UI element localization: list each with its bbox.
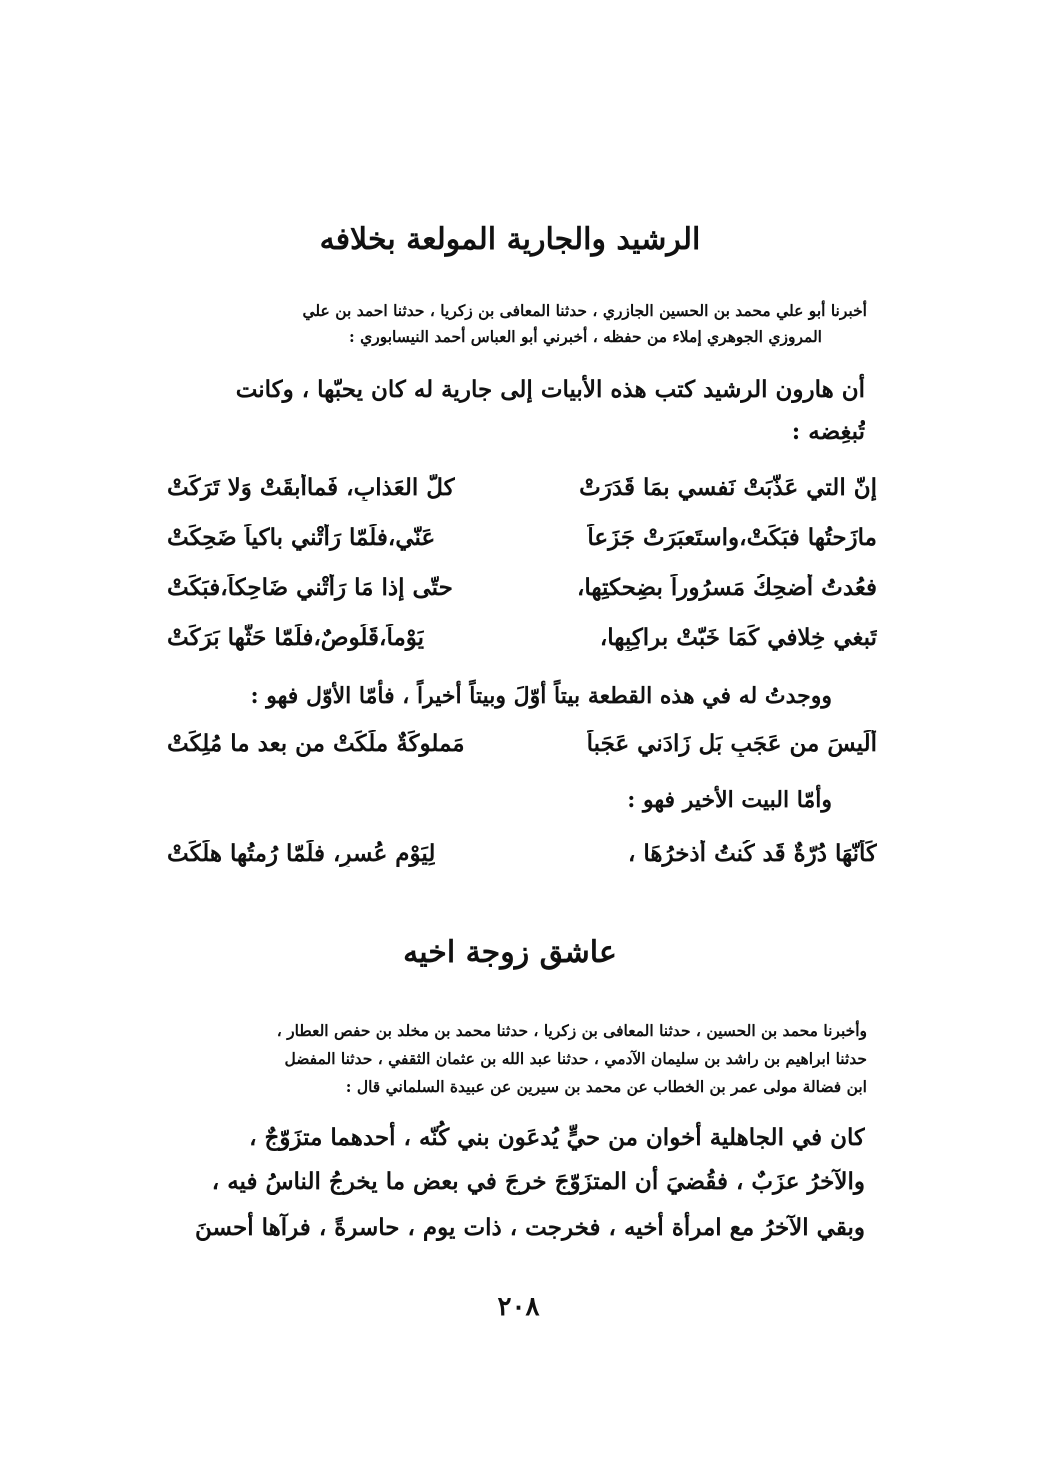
isnad-line: أخبرنا أبو علي محمد بن الحسين الجازري ، حدثنا المعافى بن زكريا ، حدثنا احمد بن علي <box>302 301 867 320</box>
verse-first-hemistich: فعُدتُ أُضحِكُ مَسرُوراً بضِحكتِها، <box>577 573 877 601</box>
verse-line <box>167 828 877 878</box>
section-title: عاشق زوجة اخيه <box>403 935 617 970</box>
verse-first-hemistich: إنّ التي عَذّبَتْ نَفسي بمَا قَدَرَتْ <box>579 473 877 501</box>
verse-second-hemistich: لِيَوْمِ عُسرٍ، فلَمّا رُمتُها هلَكَتْ <box>167 839 436 867</box>
intro-line: أن هارون الرشيد كتب هذه الأبيات إلى جارية له كان يحبّها ، وكانت <box>235 376 865 403</box>
verse-line <box>167 718 877 768</box>
verse-second-hemistich: كلّ العَذابِ، فَماأبقَتْ وَلا تَرَكَتْ <box>167 473 455 501</box>
section-title: الرشيد والجارية المولعة بخلافه <box>319 222 701 257</box>
verse-first-hemistich: كَأنّهَا دُرّةٌ قَد كُنتُ أذخرُهَا ، <box>627 839 877 867</box>
text-line: وبقي الآخرُ مع امرأة أخيه ، فخرجت ، ذات يوم ، حاسرةً ، فرآها أحسنَ <box>194 1214 865 1241</box>
verse-line <box>167 612 877 662</box>
text-line: كان في الجاهلية أخوان من حيٍّ يُدعَون بني كُنّه ، أحدهما متزَوّجٌ ، <box>249 1124 865 1151</box>
verse-second-hemistich: يَوْماً،قَلُوصٌ،فلَمّا حَثّها بَرَكَتْ <box>167 623 425 651</box>
narrator-note: وأمّا البيت الأخير فهو : <box>627 787 832 813</box>
page-number: ٢٠٨ <box>497 1292 540 1322</box>
isnad-line: ابن فضالة مولى عمر بن الخطاب عن محمد بن سيرين عن عبيدة السلماني قال : <box>345 1077 867 1096</box>
verse-second-hemistich: حتّى إذا مَا رَأتْني ضَاحِكاً،فبَكَتْ <box>167 573 453 601</box>
verse-second-hemistich: عَنّي،فلَمّا رَأتْني باكياً ضَحِكَتْ <box>167 523 436 551</box>
verse-first-hemistich: ألَيسَ من عَجَبٍ بَل زَادَني عَجَباً <box>586 729 877 757</box>
isnad-line: وأخبرنا محمد بن الحسين ، حدثنا المعافى بن زكريا ، حدثنا محمد بن مخلد بن حفص العطار ، <box>276 1021 867 1040</box>
verse-line <box>167 512 877 562</box>
intro-line: تُبغِضه : <box>791 418 865 445</box>
verse-second-hemistich: مَملوكَةٌ ملَكَتْ من بعد ما مُلِكَتْ <box>167 729 465 757</box>
verse-first-hemistich: تَبغي خِلافي كَمَا خَبّتْ براكِبِها، <box>599 623 877 651</box>
verse-line <box>167 562 877 612</box>
isnad-line: المروزي الجوهري إملاء من حفظه ، أخبرني أبو العباس أحمد النيسابوري : <box>349 327 822 346</box>
isnad-line: حدثنا ابراهيم بن راشد بن سليمان الآدمي ، حدثنا عبد الله بن عثمان الثقفي ، حدثنا المفضل <box>284 1049 867 1068</box>
verse-first-hemistich: مازَحتُها فبَكَتْ،واستَعبَرَتْ جَزَعاً <box>587 523 877 551</box>
verse-line <box>167 462 877 512</box>
text-line: والآخرُ عزَبٌ ، فقُضيَ أن المتزَوّجَ خرجَ في بعض ما يخرجُ الناسُ فيه ، <box>211 1168 865 1195</box>
narrator-note: ووجدتُ له في هذه القطعة بيتاً أوّلَ وبيتاً أخيراً ، فأمّا الأوّل فهو : <box>250 683 832 709</box>
